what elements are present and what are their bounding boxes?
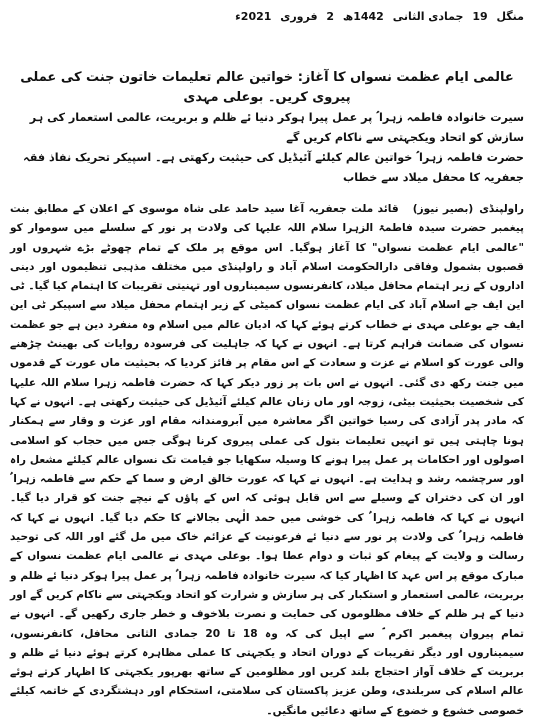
hijri-year: 1442ھ	[342, 10, 384, 23]
hijri-day: 19	[472, 10, 488, 23]
gregorian-day: 2	[326, 10, 335, 23]
hijri-month: جمادی الثانی	[392, 10, 464, 23]
dateline-place: راولپنڈی	[479, 203, 524, 215]
news-source: (بصیر نیوز)	[412, 203, 474, 215]
article-headline: عالمی ایام عظمت نسواں کا آغاز: خواتین عالم تعلیمات خاتون جنت کی عملی پیروی کریں۔ بوعلی مہدی	[20, 70, 514, 105]
article-subhead-1: سیرت خانوادہ فاطمہ زہرا ؑ پر عمل پیرا ہوکر دنیا ئے ظلم و بربریت، عالمی استعمار کی ہر سازش کو اتحاد ویکجہتی سے ناکام کریں گے	[29, 111, 524, 144]
gregorian-year: 2021ء	[235, 10, 272, 23]
gregorian-month: فروری	[280, 10, 318, 23]
article-body	[10, 200, 524, 721]
article-subhead-2: حضرت فاطمہ زہرا ؑ خواتین عالم کیلئے آئیڈیل کی حیثیت رکھتی ہے۔ اسپیکر تحریک نفاذ فقہ جعفریہ کا محفل میلاد سے خطاب	[23, 151, 524, 184]
body-paragraph: قائد ملت جعفریہ آغا سید حامد علی شاہ موسوی کے اعلان کے مطابق بنت پیغمبر حضرت سیدہ فاطمۃ الزہرا سلام اللہ علیہا کی ولادت پر نور کے سلسلے میں سوموار کو "عالمی ایام عظمت نسواں" کا آغاز ہوگیا۔ اس موقع پر ملک کے تمام چھوٹے بڑے شہروں اور قصبوں بشمول وفاقی دارالحکومت اسلام آباد و راولپنڈی میں مختلف مذہبی تنظیموں اور دینی اداروں کے زیر اہتمام محافل میلاد، کانفرنسوں سیمیناروں اور تہنیتی تقریبات کا اہتمام کیا گیا۔ ٹی این ایف جے اسلام آباد کی ایام عظمت نسواں کمیٹی کے زیر اہتمام محفل میلاد سے اسپیکر ٹی این ایف جے بوعلی مہدی نے خطاب کرتے ہوئے کہا کہ ادیان عالم میں اسلام وہ منفرد دین ہے جو عظمت نسواں کی ضمانت فراہم کرتا ہے۔ انہوں نے کہا کہ جاہلیت کی فرسودہ روایات کی بھینٹ چڑھنے والی عورت کو اسلام نے عزت و سعادت کے اس مقام پر فائز کردیا کہ بحیثیت ماں عورت کے قدموں میں جنت رکھ دی گئی۔ انہوں نے اس بات پر زور دیکر کہا کہ حضرت فاطمہ زہرا سلام اللہ علیہا کی شخصیت بحیثیت بیٹی، زوجہ اور ماں زنان عالم کیلئے آئیڈیل کی حیثیت رکھتی ہے۔ انہوں نے کہا کہ مادر پدر آزادی کی رسیا خواتین اگر معاشرہ میں آبرومندانہ مقام اور عزت و وقار سے ہمکنار ہونا چاہتی ہیں تو انہیں تعلیمات بتول کی عملی پیروی کرنا ہوگی جس میں حجاب کو اسلامی اصولوں اور احکامات پر عمل پیرا ہونے کا وسیلہ سکھایا جو قیامت تک نسواں عالم کیلئے مشعل راہ اور سرچشمہ رشد و ہدایت ہے۔ انہوں نے کہا کہ عورت خالق ارض و سما کے حکم سے فاطمہ زہرا ؑ اور ان کی دختران کے وسیلے سے اس قابل ہوئی کہ اس کے پاؤں کے نیچے جنت کو قرار دیا گیا۔ انہوں نے کہا کہ فاطمہ زہرا ؑ کی خوشی میں حمد الٰہی بجالانے کا حکم دیا گیا۔ انہوں نے کہا کہ فاطمہ زہرا ؑ کی ولادت پر نور سے دنیا ئے فرعونیت کے عزائم خاک میں مل گئے اور اللہ کی توحید رسالت و ولایت کے پیغام کو ثبات و دوام عطا ہوا۔ بوعلی مہدی نے عالمی ایام عظمت نسواں کے مبارک موقع پر اس عہد کا اظہار کیا کہ سیرت خانوادہ فاطمہ زہرا ؑ پر عمل پیرا ہوکر دنیا ئے ظلم و بربریت، عالمی استعمار و استکبار کی ہر سازش و شرارت کو اتحاد ویکجہتی سے ناکام کریں گے اور دنیا کے ہر ظلم کے خلاف مظلوموں کی حمایت و نصرت بلاخوف و خطر جاری رکھیں گے۔ انہوں نے تمام پیروان پیغمبر اکرم ؐ سے اپیل کی کہ وہ 18 تا 20 جمادی الثانی محافل، کانفرنسوں، سیمیناروں اور دیگر تقریبات کے دوران اتحاد و یکجہتی کا عملی مظاہرہ کرتے ہوئے دنیا ئے ظلم و بربریت کے خلاف آواز احتجاج بلند کریں اور مظلومین کے ساتھ بھرپور یکجہتی کا اظہار کرتے ہوئے عالم اسلام کی سربلندی، وطن عزیز پاکستان کی سلامتی، استحکام اور دہشتگردی کے خاتمہ کیلئے خصوصی خشوع و خضوع کے ساتھ دعائیں مانگیں۔	[10, 203, 525, 717]
weekday: منگل	[496, 10, 524, 23]
dateline	[10, 8, 524, 26]
